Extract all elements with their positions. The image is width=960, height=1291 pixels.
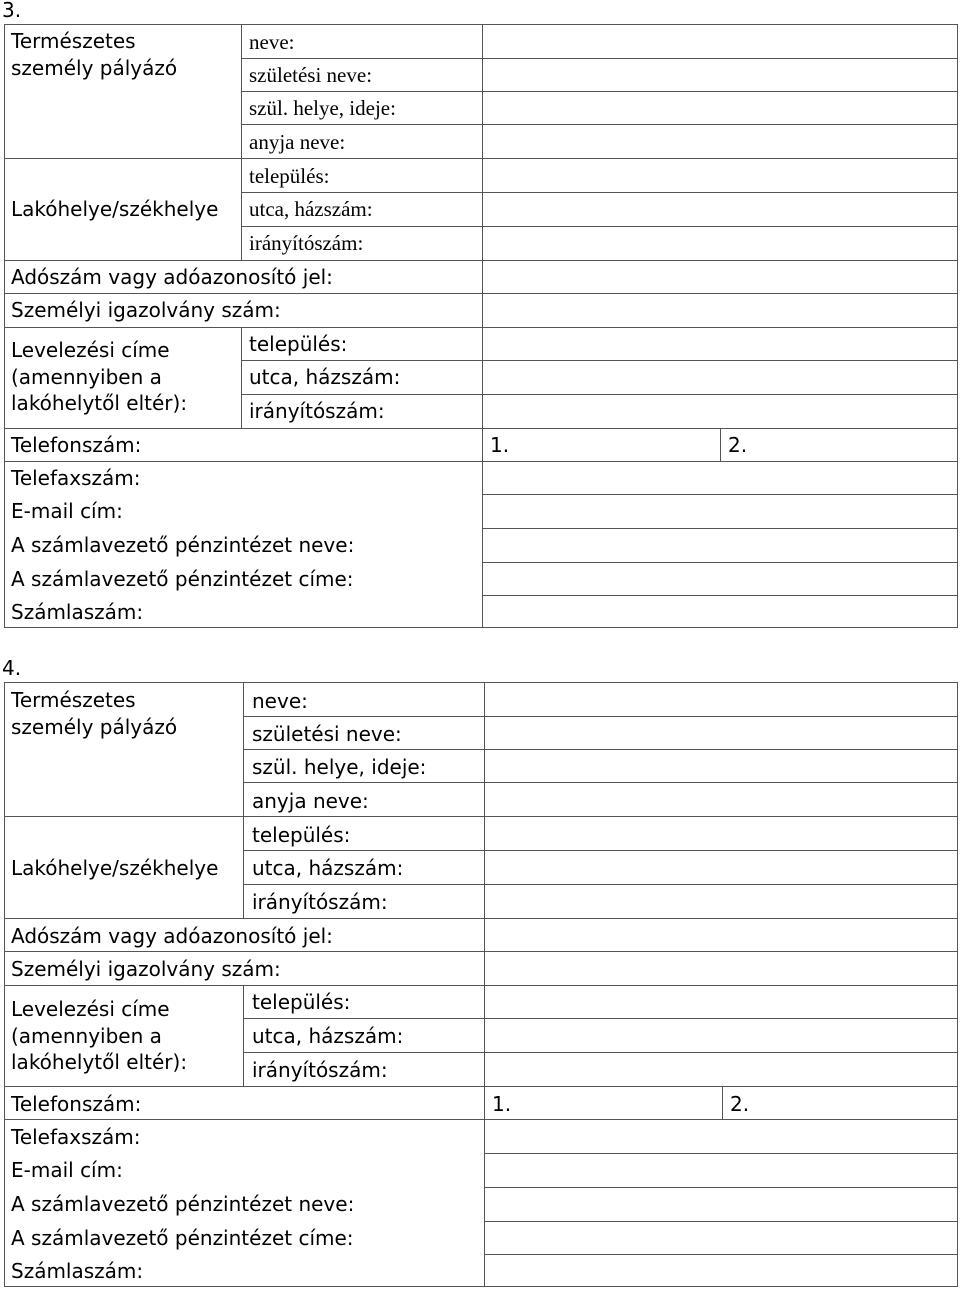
tax-id-label: Adószám vagy adóazonosító jel: [11,265,333,289]
residence-label: Lakóhelye/székhelye [11,197,219,221]
applicant-type-line-1: Természetes [11,688,136,712]
birth-name-label: születési neve: [252,722,402,746]
residence-settlement-label: település: [252,823,351,847]
fax-label: Telefaxszám: [11,1125,141,1149]
applicant-type-line-2: személy pályázó [11,715,178,739]
phone-second-number: 2. [728,433,748,457]
name-label: neve: [252,689,308,713]
mailing-label-line-3: lakóhelytől eltér): [11,1050,188,1074]
mailing-zip-label: irányítószám: [252,1058,388,1082]
phone-first-number: 1. [490,433,510,457]
residence-label: Lakóhelye/székhelye [11,856,219,880]
mailing-label-line-2: (amennyiben a [11,1024,162,1048]
birth-place-date-label: szül. helye, ideje: [249,96,396,120]
mailing-label-line-2: (amennyiben a [11,365,162,389]
phone-label: Telefonszám: [11,1092,142,1116]
applicant-form-4 [0,656,960,1291]
bank-name-label: A számlavezető pénzintézet neve: [11,533,355,557]
mailing-street-label: utca, házszám: [252,1024,404,1048]
bank-address-label: A számlavezető pénzintézet címe: [11,567,354,591]
email-label: E-mail cím: [11,499,123,523]
mailing-label-line-3: lakóhelytől eltér): [11,391,188,415]
phone-label: Telefonszám: [11,433,142,457]
email-label: E-mail cím: [11,1158,123,1182]
mother-name-label: anyja neve: [249,130,346,154]
mailing-zip-label: irányítószám: [249,399,385,423]
residence-zip-label: irányítószám: [249,231,364,255]
mailing-label-line-1: Levelezési címe [11,997,170,1021]
mailing-settlement-label: település: [249,332,348,356]
applicant-type-line-2: személy pályázó [11,56,178,80]
fax-label: Telefaxszám: [11,466,141,490]
name-label: neve: [249,30,295,54]
form-number: 4. [2,656,22,680]
residence-settlement-label: település: [249,164,330,188]
residence-zip-label: irányítószám: [252,890,388,914]
mailing-label-line-1: Levelezési címe [11,338,170,362]
account-label: Számlaszám: [11,1259,144,1283]
residence-street-label: utca, házszám: [252,856,404,880]
bank-address-label: A számlavezető pénzintézet címe: [11,1226,354,1250]
phone-first-number: 1. [492,1092,512,1116]
mother-name-label: anyja neve: [252,789,369,813]
residence-street-label: utca, házszám: [249,197,373,221]
mailing-street-label: utca, házszám: [249,365,401,389]
bank-name-label: A számlavezető pénzintézet neve: [11,1192,355,1216]
form-number: 3. [2,0,22,22]
account-label: Számlaszám: [11,600,144,624]
phone-second-number: 2. [730,1092,750,1116]
applicant-form-3 [0,0,960,640]
birth-name-label: születési neve: [249,63,373,87]
tax-id-label: Adószám vagy adóazonosító jel: [11,924,333,948]
id-card-label: Személyi igazolvány szám: [11,298,281,322]
id-card-label: Személyi igazolvány szám: [11,957,281,981]
mailing-settlement-label: település: [252,990,351,1014]
birth-place-date-label: szül. helye, ideje: [252,755,427,779]
applicant-type-line-1: Természetes [11,29,136,53]
